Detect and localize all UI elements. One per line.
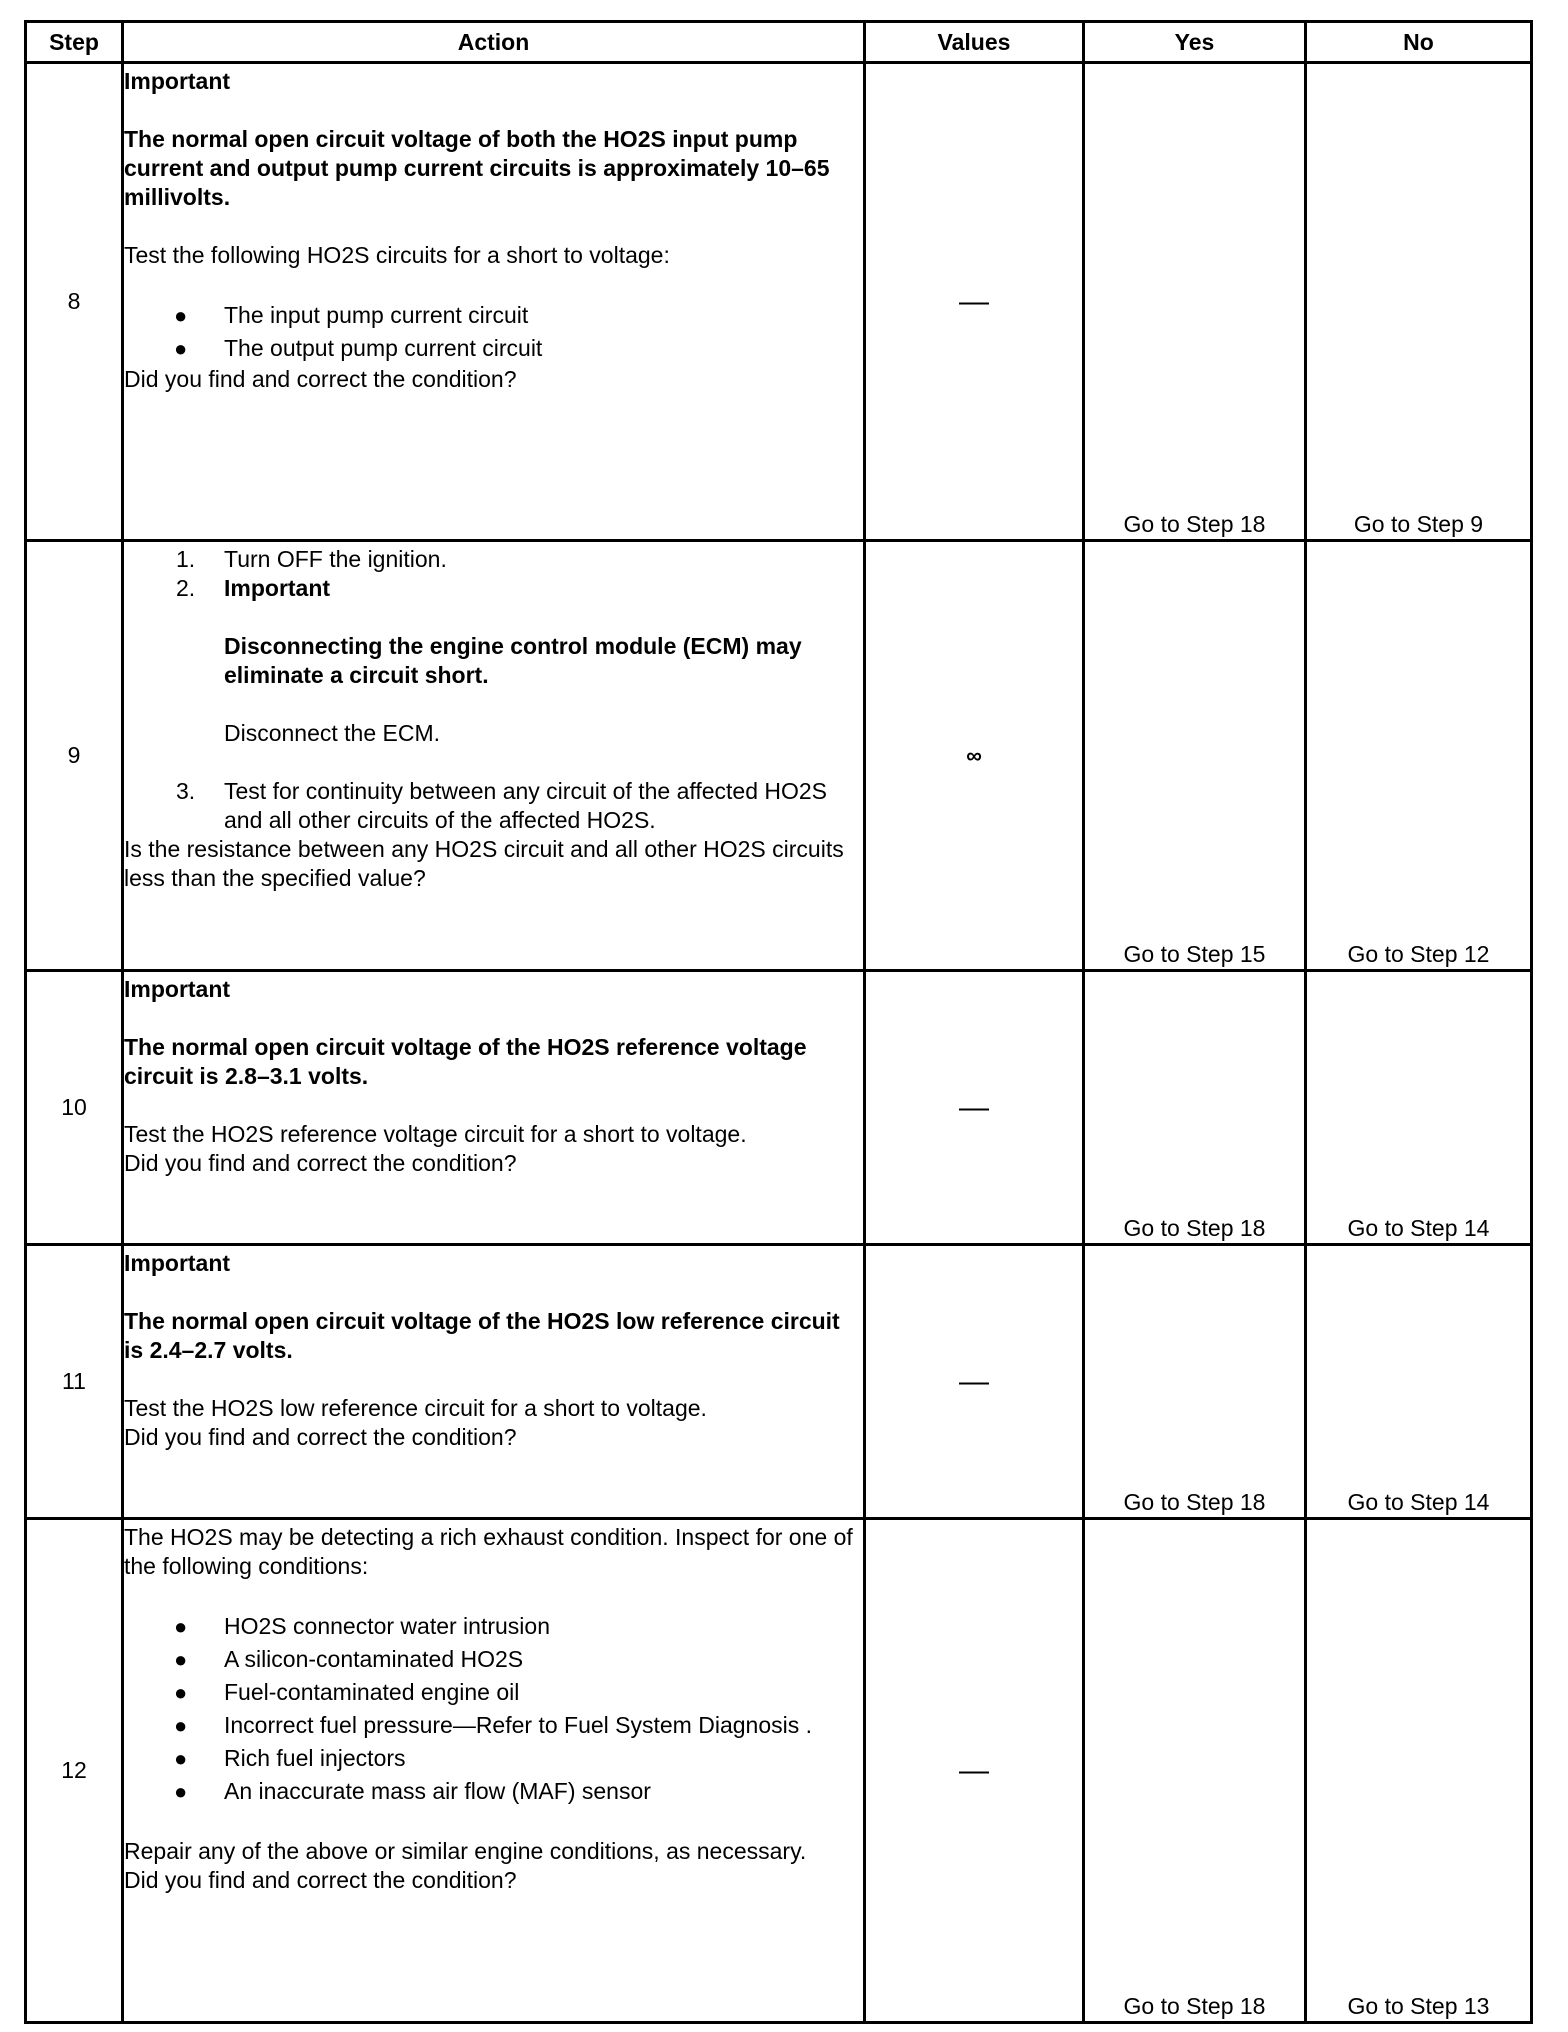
list-item-text: Rich fuel injectors: [224, 1745, 406, 1771]
header-action: Action: [123, 22, 865, 63]
yes-link[interactable]: Go to Step 18: [1084, 971, 1306, 1245]
table-row-step-8: [26, 63, 1532, 541]
important-label: Important: [224, 575, 331, 601]
numbered-list: [124, 545, 863, 835]
important-label: Important: [124, 976, 231, 1002]
step-number: 9: [26, 541, 123, 971]
header-no: No: [1306, 22, 1532, 63]
question-text: Is the resistance between any HO2S circuit and all other HO2S circuits less than the specified value?: [124, 836, 844, 891]
list-item-text: Incorrect fuel pressure—Refer to Fuel System Diagnosis .: [224, 1712, 813, 1738]
list-item: [124, 777, 863, 835]
intro-text: The HO2S may be detecting a rich exhaust condition. Inspect for one of the following conditions:: [124, 1524, 853, 1579]
list-item-text: HO2S connector water intrusion: [224, 1613, 550, 1639]
list-item: [124, 1775, 863, 1808]
bullet-icon: ●: [174, 1746, 188, 1771]
bullet-list: [124, 1610, 863, 1808]
table-row-step-9: [26, 541, 1532, 971]
value-cell: —: [865, 63, 1084, 541]
table-row-step-10: [26, 971, 1532, 1245]
list-item: [124, 1610, 863, 1643]
list-number: 2.: [176, 575, 196, 601]
list-item-text: An inaccurate mass air flow (MAF) sensor: [224, 1778, 651, 1804]
value-cell: —: [865, 1519, 1084, 2023]
step-number: 10: [26, 971, 123, 1245]
list-number: 1.: [176, 546, 196, 572]
list-item-text: Disconnect the ECM.: [224, 720, 441, 746]
list-item-text: Turn OFF the ignition.: [224, 546, 447, 572]
important-label: Important: [124, 1250, 231, 1276]
value-cell: ∞: [865, 541, 1084, 971]
list-item: [124, 574, 863, 748]
important-text: The normal open circuit voltage of the HO2S reference voltage circuit is 2.8–3.1 volts.: [124, 1034, 807, 1089]
important-text: The normal open circuit voltage of the HO2S low reference circuit is 2.4–2.7 volts.: [124, 1308, 840, 1363]
action-cell: [123, 1245, 865, 1519]
list-number: 3.: [176, 778, 196, 804]
question-text: Did you find and correct the condition?: [124, 1424, 517, 1450]
list-item: [124, 1643, 863, 1676]
header-step: Step: [26, 22, 123, 63]
bullet-icon: ●: [174, 1779, 188, 1804]
list-item: [124, 1742, 863, 1775]
list-item: [124, 299, 863, 332]
list-item-text: The output pump current circuit: [224, 335, 543, 361]
list-item-text: Test for continuity between any circuit of the affected HO2S and all other circuits of the affected HO2S.: [224, 778, 828, 833]
list-item-text: Fuel-contaminated engine oil: [224, 1679, 520, 1705]
table-row-step-12: [26, 1519, 1532, 2023]
step-number: 8: [26, 63, 123, 541]
instruction-text: Test the HO2S reference voltage circuit for a short to voltage.: [124, 1121, 747, 1147]
action-cell: [123, 971, 865, 1245]
list-item: [124, 1676, 863, 1709]
value-cell: —: [865, 971, 1084, 1245]
question-text: Did you find and correct the condition?: [124, 1867, 517, 1893]
action-cell: [123, 541, 865, 971]
no-link[interactable]: Go to Step 12: [1306, 541, 1532, 971]
bullet-icon: ●: [174, 1680, 188, 1705]
bullet-icon: ●: [174, 1713, 188, 1738]
list-item: [124, 1709, 863, 1742]
bullet-list: [124, 299, 863, 365]
diagnostic-table: [24, 20, 1533, 2024]
action-cell: [123, 63, 865, 541]
important-text: Disconnecting the engine control module (ECM) may eliminate a circuit short.: [224, 633, 802, 688]
header-row: [26, 22, 1532, 63]
no-link[interactable]: Go to Step 14: [1306, 1245, 1532, 1519]
yes-link[interactable]: Go to Step 18: [1084, 1245, 1306, 1519]
important-text: The normal open circuit voltage of both the HO2S input pump current and output pump current circuits is approximately 10–65 millivolts.: [124, 126, 830, 210]
list-item: [124, 332, 863, 365]
yes-link[interactable]: Go to Step 15: [1084, 541, 1306, 971]
step-number: 11: [26, 1245, 123, 1519]
step-number: 12: [26, 1519, 123, 2023]
no-link[interactable]: Go to Step 13: [1306, 1519, 1532, 2023]
bullet-icon: ●: [174, 1647, 188, 1672]
no-link[interactable]: Go to Step 14: [1306, 971, 1532, 1245]
no-link[interactable]: Go to Step 9: [1306, 63, 1532, 541]
table-row-step-11: [26, 1245, 1532, 1519]
list-item: [124, 545, 863, 574]
action-cell: [123, 1519, 865, 2023]
value-cell: —: [865, 1245, 1084, 1519]
yes-link[interactable]: Go to Step 18: [1084, 1519, 1306, 2023]
list-item-text: The input pump current circuit: [224, 302, 529, 328]
important-label: Important: [124, 68, 231, 94]
instruction-text: Test the following HO2S circuits for a short to voltage:: [124, 242, 670, 268]
question-text: Did you find and correct the condition?: [124, 366, 517, 392]
bullet-icon: ●: [174, 336, 188, 361]
question-text: Did you find and correct the condition?: [124, 1150, 517, 1176]
bullet-icon: ●: [174, 303, 188, 328]
header-yes: Yes: [1084, 22, 1306, 63]
yes-link[interactable]: Go to Step 18: [1084, 63, 1306, 541]
header-values: Values: [865, 22, 1084, 63]
repair-text: Repair any of the above or similar engine conditions, as necessary.: [124, 1838, 807, 1864]
list-item-text: A silicon-contaminated HO2S: [224, 1646, 524, 1672]
bullet-icon: ●: [174, 1614, 188, 1639]
instruction-text: Test the HO2S low reference circuit for a short to voltage.: [124, 1395, 707, 1421]
